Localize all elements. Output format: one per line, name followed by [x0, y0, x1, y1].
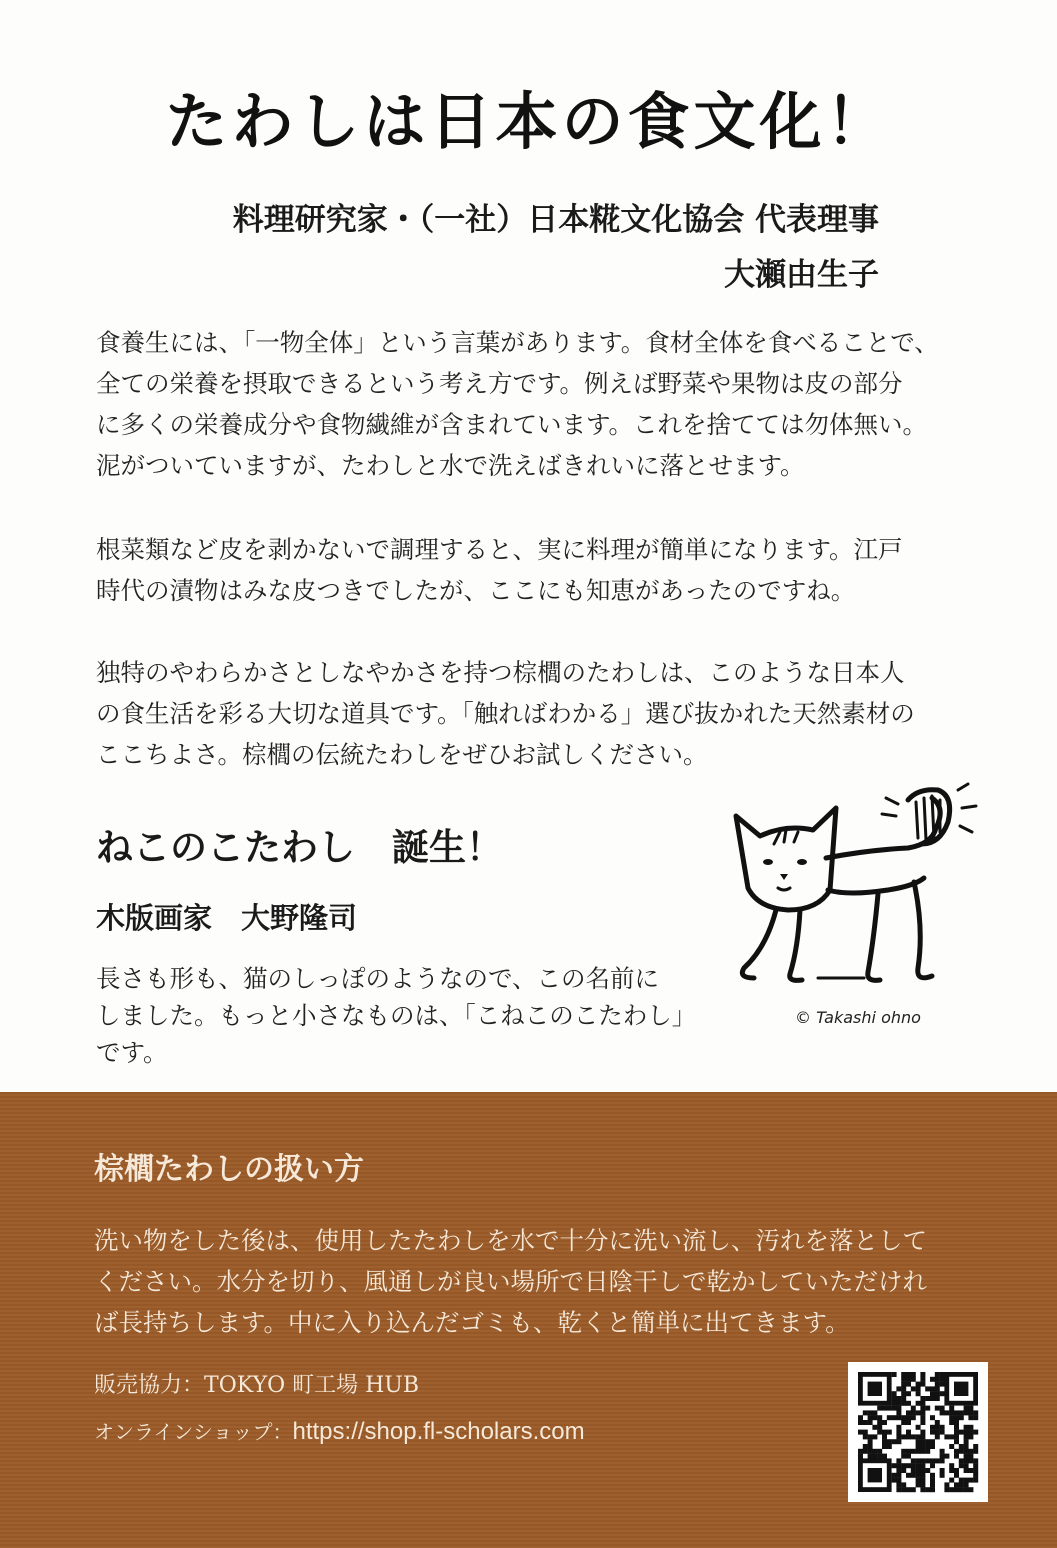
sales-partner — [94, 1370, 419, 1402]
paragraph-line: ください。水分を切り、風通しが良い場所で日陰干しで乾かしていただけれ — [94, 1267, 927, 1296]
cat-section-text — [96, 960, 736, 1071]
paragraph-line: 全ての栄養を摂取できるという考え方です。例えば野菜や果物は皮の部分 — [96, 369, 903, 398]
paragraph-tawashi-tool — [96, 652, 976, 775]
paragraph-line: 長さも形も、猫のしっぽのようなので、この名前に — [96, 964, 660, 993]
sales-label: 販売協力： — [94, 1373, 205, 1398]
author-name: 大瀬由生子 — [724, 257, 879, 293]
paragraph-line: 洗い物をした後は、使用したたわしを水で十分に洗い流し、汚れを落として — [94, 1226, 927, 1255]
care-section-title: 棕櫚たわしの扱い方 — [94, 1152, 364, 1187]
paragraph-line: ば長持ちします。中に入り込んだゴミも、乾くと簡単に出てきます。 — [94, 1308, 850, 1337]
paragraph-line: 根菜類など皮を剥かないで調理すると、実に料理が簡単になります。江戸 — [96, 535, 903, 564]
care-section-text — [94, 1220, 984, 1343]
illustration-credit: © Takashi ohno — [795, 1008, 921, 1027]
paragraph-line: 泥がついていますが、たわしと水で洗えばきれいに落とせます。 — [96, 451, 805, 480]
paragraph-line: の食生活を彩る大切な道具です。「触ればわかる」選び抜かれた天然素材の — [96, 699, 915, 728]
author-affiliation: 料理研究家・（一社）日本糀文化協会 代表理事 — [232, 202, 879, 238]
paragraph-line: 食養生には、「一物全体」という言葉があります。食材全体を食べることで、 — [96, 328, 939, 357]
paragraph-line: です。 — [96, 1038, 168, 1067]
sales-value: TOKYO 町工場 HUB — [204, 1373, 420, 1398]
shop-label: オンラインショップ： — [94, 1420, 293, 1444]
paragraph-line: ここちよさ。棕櫚の伝統たわしをぜひお試しください。 — [96, 740, 708, 769]
paragraph-root-vegetables — [96, 529, 976, 611]
paragraph-line: 独特のやわらかさとしなやかさを持つ棕櫚のたわしは、このような日本人 — [96, 658, 905, 687]
paragraph-line: しました。もっと小さなものは、「こねこのこたわし」 — [96, 1001, 697, 1030]
page-title: たわしは日本の食文化！ — [165, 85, 892, 158]
qr-code-icon[interactable] — [848, 1362, 988, 1502]
cat-illustration-icon — [718, 778, 988, 1008]
cat-section-title: ねこのこたわし 誕生！ — [96, 825, 503, 869]
shop-url-link[interactable]: https://shop.fl-scholars.com — [292, 1418, 585, 1445]
paragraph-line: に多くの栄養成分や食物繊維が含まれています。これを捨てては勿体無い。 — [96, 410, 928, 439]
paragraph-line: 時代の漬物はみな皮つきでしたが、ここにも知恵があったのですね。 — [96, 576, 856, 605]
cat-section-author: 木版画家 大野隆司 — [96, 901, 358, 935]
paragraph-whole-food — [96, 322, 976, 486]
online-shop — [94, 1416, 585, 1448]
